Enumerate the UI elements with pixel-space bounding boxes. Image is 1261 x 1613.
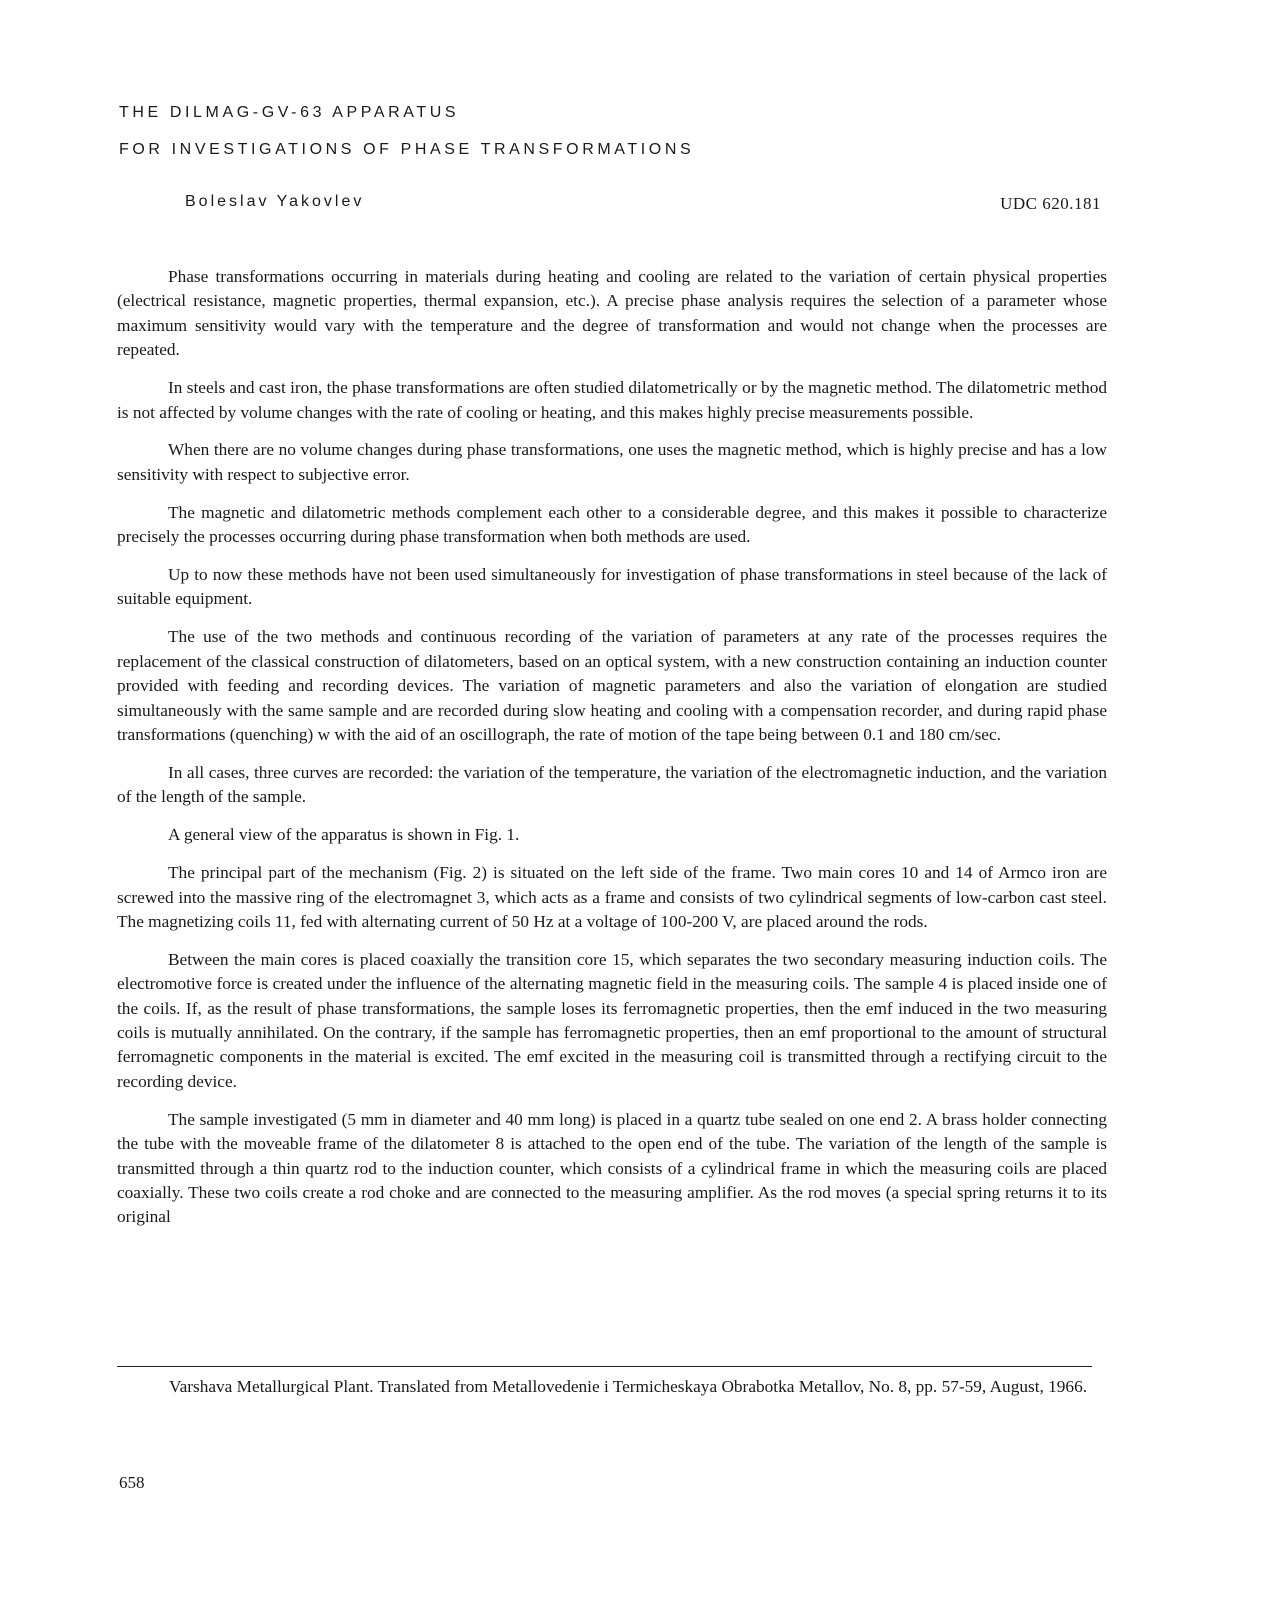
footnote: Varshava Metallurgical Plant. Translated from Metallovedenie i Termicheskaya Obrabotka Metallov, No. 8, pp. 57-59, August, 1966. xyxy=(169,1377,1088,1396)
author-name: Boleslav Yakovlev xyxy=(185,193,365,210)
paragraph-2: In steels and cast iron, the phase transformations are often studied dilatometrically or by the magnetic method. The dilatometric method is not affected by volume changes with the rate of cooling or heating, and this makes highly precise measurements possible. xyxy=(117,378,1107,422)
paragraph-1: Phase transformations occurring in materials during heating and cooling are related to the variation of certain physical properties (electrical resistance, magnetic properties, thermal expansion, etc.). A precise phase analysis requires the selection of a parameter whose maximum sensitivity would vary with the temperature and the degree of transformation and would not change when the processes are repeated. xyxy=(117,267,1107,360)
article-title-line-1: THE DILMAG-GV-63 APPARATUS xyxy=(119,104,460,121)
paragraph-3: When there are no volume changes during phase transformations, one uses the magnetic method, which is highly precise and has a low sensitivity with respect to subjective error. xyxy=(117,440,1107,484)
paragraph-10: Between the main cores is placed coaxially the transition core 15, which separates the two secondary measuring induction coils. The electromotive force is created under the influence of the alternating magnetic field in the measuring coils. The sample 4 is placed inside one of the coils. If, as the result of phase transformations, the sample loses its ferromagnetic properties, then the emf induced in the two measuring coils is mutually annihilated. On the contrary, if the sample has ferromagnetic properties, then an emf proportional to the amount of structural ferromagnetic components in the material is excited. The emf excited in the measuring coil is transmitted through a rectifying circuit to the recording device. xyxy=(117,949,1107,1091)
paragraph-7: In all cases, three curves are recorded: the variation of the temperature, the variation of the electromagnetic induction, and the variation of the length of the sample. xyxy=(117,762,1107,807)
paragraph-4: The magnetic and dilatometric methods complement each other to a considerable degree, and this makes it possible to characterize precisely the processes occurring during phase transformation when both methods are used. xyxy=(117,502,1107,547)
paragraph-9: The principal part of the mechanism (Fig. 2) is situated on the left side of the frame. Two main cores 10 and 14 of Armco iron are screwed into the massive ring of the electromagnet 3, which acts as a frame and consists of two cylindrical segments of low-carbon cast steel. The magnetizing coils 11, fed with alternating current of 50 Hz at a voltage of 100-200 V, are placed around the rods. xyxy=(117,863,1107,931)
paragraph-11: The sample investigated (5 mm in diameter and 40 mm long) is placed in a quartz tube sealed on one end 2. A brass holder connecting the tube with the moveable frame of the dilatometer 8 is attached to the open end of the tube. The variation of the length of the sample is transmitted through a thin quartz rod to the induction counter, which consists of a cylindrical frame in which the measuring coils are placed coaxially. These two coils create a rod choke and are connected to the measuring amplifier. As the rod moves (a special spring returns it to its original xyxy=(117,1109,1107,1227)
footnote-divider xyxy=(117,1366,1092,1367)
page-number: 658 xyxy=(119,1473,145,1492)
article-title-line-2: FOR INVESTIGATIONS OF PHASE TRANSFORMATIONS xyxy=(119,141,695,158)
paragraph-6: The use of the two methods and continuous recording of the variation of parameters at any rate of the processes requires the replacement of the classical construction of dilatometers, based on an optical system, with a new construction containing an induction counter provided with feeding and recording devices. The variation of magnetic parameters and also the variation of elongation are studied simultaneously with the same sample and are recorded during slow heating and cooling with a compensation recorder, and during rapid phase transformations (quenching) w with the aid of an oscillograph, the rate of motion of the tape being between 0.1 and 180 cm/sec. xyxy=(117,627,1107,744)
article-body xyxy=(117,265,1107,1243)
paragraph-8: A general view of the apparatus is shown in Fig. 1. xyxy=(168,825,520,845)
udc-code: UDC 620.181 xyxy=(1000,194,1101,213)
paragraph-5: Up to now these methods have not been used simultaneously for investigation of phase transformations in steel because of the lack of suitable equipment. xyxy=(117,565,1107,609)
